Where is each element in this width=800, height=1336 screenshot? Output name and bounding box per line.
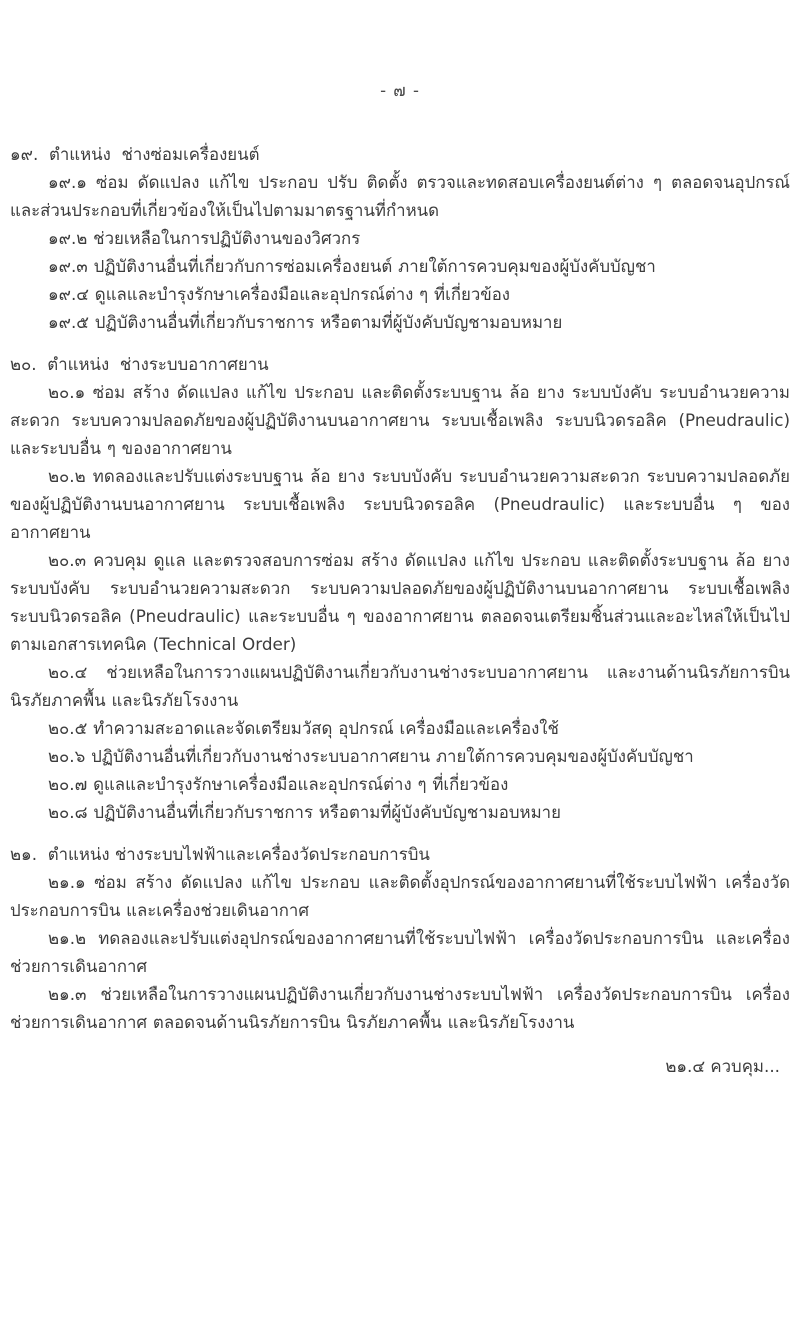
section-20-item-7: ๒๐.๗ ดูแลและบำรุงรักษาเครื่องมือและอุปกรณ์ต่าง ๆ ที่เกี่ยวข้อง (48, 774, 509, 794)
section-21 (10, 840, 790, 1036)
section-20-heading: ๒๐. ตำแหน่ง ช่างระบบอากาศยาน (10, 354, 269, 374)
section-20-item-6: ๒๐.๖ ปฏิบัติงานอื่นที่เกี่ยวกับงานช่างระบบอากาศยาน ภายใต้การควบคุมของผู้บังคับบัญชา (48, 746, 694, 766)
section-21-item-1: ๒๑.๑ ซ่อม สร้าง ดัดแปลง แก้ไข ประกอบ และติดตั้งอุปกรณ์ของอากาศยานที่ใช้ระบบไฟฟ้า เครื่องวัดประกอบการบิน และเครื่องช่วยเดินอากาศ (10, 872, 790, 920)
section-21-heading: ๒๑. ตำแหน่ง ช่างระบบไฟฟ้าและเครื่องวัดประกอบการบิน (10, 844, 430, 864)
section-20-item-1: ๒๐.๑ ซ่อม สร้าง ดัดแปลง แก้ไข ประกอบ และติดตั้งระบบฐาน ล้อ ยาง ระบบบังคับ ระบบอำนวยความสะดวก ระบบความปลอดภัยของผู้ปฏิบัติงานบนอากาศยาน ระบบเชื้อเพลิง ระบบนิวดรอลิค (Pneudraulic) และระบบอื่น ๆ ของอากาศยาน (10, 382, 790, 458)
section-19-item-5: ๑๙.๕ ปฏิบัติงานอื่นที่เกี่ยวกับราชการ หรือตามที่ผู้บังคับบัญชามอบหมาย (48, 312, 563, 332)
section-19-item-2: ๑๙.๒ ช่วยเหลือในการปฏิบัติงานของวิศวกร (48, 228, 361, 248)
section-spacer (10, 826, 790, 840)
section-19-heading: ๑๙. ตำแหน่ง ช่างซ่อมเครื่องยนต์ (10, 144, 260, 164)
section-20-item-2: ๒๐.๒ ทดลองและปรับแต่งระบบฐาน ล้อ ยาง ระบบบังคับ ระบบอำนวยความสะดวก ระบบความปลอดภัยของผู้ปฏิบัติงานบนอากาศยาน ระบบเชื้อเพลิง ระบบนิวดรอลิค (Pneudraulic) และระบบอื่น ๆ ของอากาศยาน (10, 466, 790, 542)
section-21-item-3: ๒๑.๓ ช่วยเหลือในการวางแผนปฏิบัติงานเกี่ยวกับงานช่างระบบไฟฟ้า เครื่องวัดประกอบการบิน เครื่องช่วยการเดินอากาศ ตลอดจนด้านนิรภัยการบิน นิรภัยภาคพื้น และนิรภัยโรงงาน (10, 984, 790, 1032)
section-20-item-4: ๒๐.๔ ช่วยเหลือในการวางแผนปฏิบัติงานเกี่ยวกับงานช่างระบบอากาศยาน และงานด้านนิรภัยการบิน นิรภัยภาคพื้น และนิรภัยโรงงาน (10, 662, 790, 710)
section-20 (10, 350, 790, 826)
section-21-item-2: ๒๑.๒ ทดลองและปรับแต่งอุปกรณ์ของอากาศยานที่ใช้ระบบไฟฟ้า เครื่องวัดประกอบการบิน และเครื่องช่วยการเดินอากาศ (10, 928, 790, 976)
section-spacer (10, 336, 790, 350)
section-20-item-8: ๒๐.๘ ปฏิบัติงานอื่นที่เกี่ยวกับราชการ หรือตามที่ผู้บังคับบัญชามอบหมาย (48, 802, 561, 822)
page-catchword: ๒๑.๔ ควบคุม... (665, 1056, 780, 1076)
section-19-item-4: ๑๙.๔ ดูแลและบำรุงรักษาเครื่องมือและอุปกรณ์ต่าง ๆ ที่เกี่ยวข้อง (48, 284, 510, 304)
section-19 (10, 140, 790, 336)
page-number: - ๗ - (380, 81, 420, 100)
section-19-item-1: ๑๙.๑ ซ่อม ดัดแปลง แก้ไข ประกอบ ปรับ ติดตั้ง ตรวจและทดสอบเครื่องยนต์ต่าง ๆ ตลอดจนอุปกรณ์และส่วนประกอบที่เกี่ยวข้องให้เป็นไปตามมาตรฐานที่กำหนด (10, 172, 790, 220)
section-20-item-5: ๒๐.๕ ทำความสะอาดและจัดเตรียมวัสดุ อุปกรณ์ เครื่องมือและเครื่องใช้ (48, 718, 559, 738)
section-19-item-3: ๑๙.๓ ปฏิบัติงานอื่นที่เกี่ยวกับการซ่อมเครื่องยนต์ ภายใต้การควบคุมของผู้บังคับบัญชา (48, 256, 656, 276)
document-body (10, 140, 790, 1080)
section-20-item-3: ๒๐.๓ ควบคุม ดูแล และตรวจสอบการซ่อม สร้าง ดัดแปลง แก้ไข ประกอบ และติดตั้งระบบฐาน ล้อ ยาง ระบบบังคับ ระบบอำนวยความสะดวก ระบบความปลอดภัยของผู้ปฏิบัติงานบนอากาศยาน ระบบเชื้อเพลิง ระบบนิวดรอลิค (Pneudraulic) และระบบอื่น ๆ ของอากาศยาน ตลอดจนเตรียมชิ้นส่วนและอะไหล่ให้เป็นไปตามเอกสารเทคนิค (Technical Order) (10, 550, 790, 654)
